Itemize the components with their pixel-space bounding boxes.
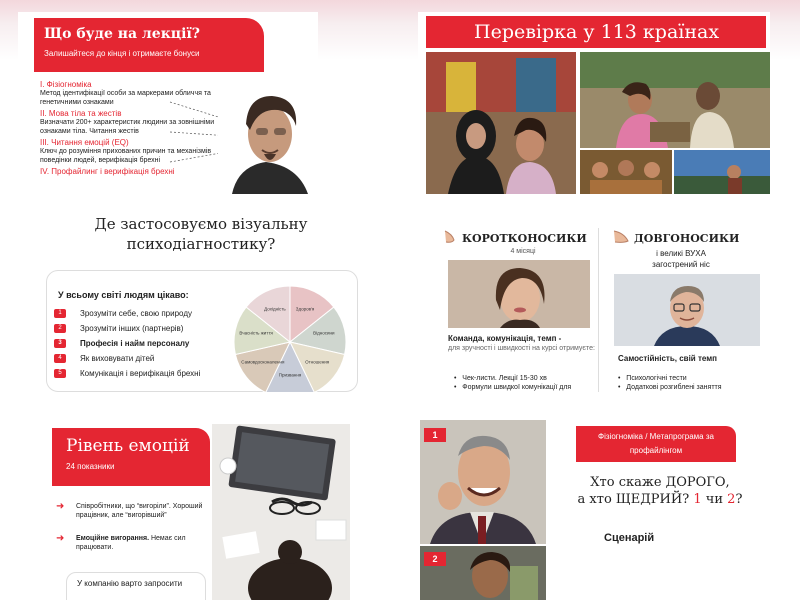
- man-glasses-photo: [614, 274, 760, 346]
- applied-title: Де застосовуємо візуальну психодіагностику?: [94, 215, 308, 253]
- interest-list: [54, 308, 224, 392]
- long-nose-sub: і великі ВУХА загострений ніс: [652, 249, 710, 269]
- wheel-label: Вчасність життя: [239, 330, 273, 336]
- agenda-title: Що буде на лекції?: [44, 26, 200, 42]
- arrow-right-icon: ➜: [56, 533, 65, 544]
- agenda-item-desc: Метод ідентифікації особи за маркерами обличчя та генетичними ознаками: [40, 90, 211, 106]
- option-1-badge: 1: [424, 428, 446, 442]
- long-nose-icon: [612, 230, 630, 244]
- short-nose-bullets: [454, 374, 594, 392]
- agenda-item-title: І. Фізіогноміка: [40, 80, 92, 89]
- long-nose-text: Самостійність, свій темп: [618, 354, 717, 363]
- interest-lead: У всьому світі людям цікаво:: [58, 290, 189, 300]
- group-photo: [580, 150, 672, 194]
- list-item: 5 Комунікація і верифікація брехні: [54, 368, 224, 392]
- scenario-label: Сценарій: [604, 532, 655, 544]
- burnout-row-2: ➜ Емоційне вигорання. Немає сил працювати.: [56, 533, 186, 551]
- burnout-row-1: ➜ Співробітники, що “вигоріли”. Хороший працівник, але “вигорівший”: [56, 501, 203, 519]
- agenda-item-desc: Ключ до розуміння прихованих причин та механізмів поведінки людей, верифікація брехні: [40, 148, 212, 164]
- column-divider: [598, 228, 599, 392]
- list-item: 1 Зрозуміти себе, свою природу: [54, 308, 224, 323]
- invite-card: У компанію варто запросити: [66, 572, 206, 600]
- list-item: • Додаткові розгиблені заняття: [618, 384, 722, 391]
- wheel-label: Відносини: [313, 330, 335, 336]
- option-2-badge: 2: [424, 552, 446, 566]
- question-text: Хто скаже ДОРОГО, а хто ЩЕДРИЙ? 1 чи 2?: [577, 475, 743, 507]
- life-areas-wheel: [230, 282, 350, 392]
- outdoor-photo: [674, 150, 770, 194]
- agenda-item-title: ІІ. Мова тіла та жестів: [40, 109, 122, 118]
- countries-title: Перевірка у 113 країнах: [426, 16, 766, 48]
- slide-lecture-agenda[interactable]: [18, 12, 318, 194]
- wheel-label: Призвання: [278, 372, 302, 378]
- short-nose-icon: [442, 230, 460, 244]
- short-nose-title: КОРОТКОНОСИКИ: [462, 232, 587, 245]
- agenda-subtitle: Залишайтеся до кінця і отримаєте бонуси: [44, 49, 200, 58]
- portrait-man-photo: [218, 82, 318, 194]
- emotion-banner: [52, 428, 210, 486]
- slide-expensive-or-generous[interactable]: [410, 410, 772, 600]
- short-nose-sub: 4 місяці: [510, 248, 536, 255]
- slide-nose-types[interactable]: [428, 222, 772, 392]
- short-nose-text: Команда, комунікація, темп - для зручності і швидкості на курсі отримуєте:: [448, 334, 595, 352]
- agenda-item-title: ІІІ. Читання емоцій (EQ): [40, 138, 129, 147]
- wheel-label: Дохідність: [264, 306, 286, 312]
- agenda-item-desc: Визначати 200+ характеристик людини за зовнішніми ознаками тіла. Читання жестів: [40, 119, 215, 135]
- list-item: 3 Професія і найм персоналу: [54, 338, 224, 353]
- list-item: • Чек-листи. Лекції 15-30 хв: [454, 375, 547, 382]
- list-item: 4 Як виховувати дітей: [54, 353, 224, 368]
- slide-emotion-level[interactable]: [46, 410, 350, 600]
- long-nose-bullets: [618, 374, 768, 392]
- woman-portrait-photo: [448, 260, 590, 328]
- wheel-label: Отношения: [305, 359, 330, 365]
- agenda-item-title: IV. Профайлинг і верифікація брехні: [40, 167, 175, 176]
- emotion-title: Рівень емоцій: [66, 436, 190, 456]
- list-item: • Психологічні тести: [618, 375, 687, 382]
- wheel-label: Здоров'я: [295, 306, 315, 312]
- agenda-banner: [34, 18, 264, 72]
- slide-where-applied[interactable]: [40, 208, 362, 392]
- desk-laptop-photo: [212, 424, 350, 600]
- slide-113-countries[interactable]: [418, 12, 770, 194]
- list-item: 2 Зрозуміти інших (партнерів): [54, 323, 224, 338]
- emotion-subtitle: 24 показники: [66, 462, 115, 471]
- wheel-label: Самовдосконалення: [241, 359, 285, 365]
- list-item: • Формули швидкої комунікації для: [454, 384, 572, 391]
- arrow-right-icon: ➜: [56, 501, 65, 512]
- physiognomy-tag: Фізіогноміка / Метапрограма за профайлінгом: [576, 426, 736, 462]
- market-women-photo: [426, 52, 576, 194]
- long-nose-title: ДОВГОНОСИКИ: [634, 232, 740, 245]
- street-scene-photo: [580, 52, 770, 148]
